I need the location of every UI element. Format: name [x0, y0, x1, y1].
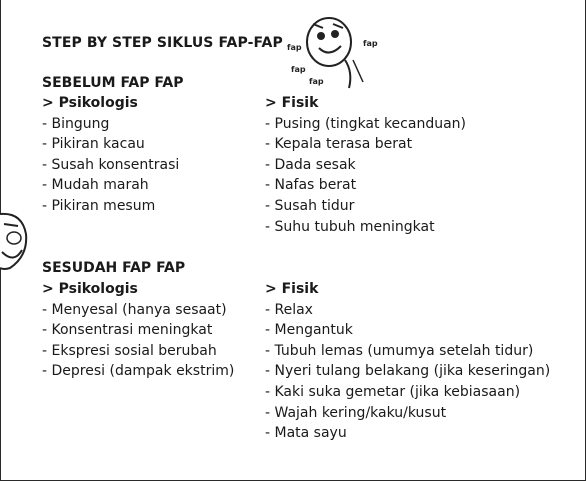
list-item: - Pikiran kacau: [42, 136, 145, 153]
list-item: - Nyeri tulang belakang (jika keseringan): [265, 363, 551, 380]
before-phys-heading: > Fisik: [265, 95, 319, 111]
page-title: STEP BY STEP SIKLUS FAP-FAP: [42, 35, 283, 51]
list-item: - Ekspresi sosial berubah: [42, 342, 217, 359]
list-item: - Kaki suka gemetar (jika kebiasaan): [265, 383, 521, 400]
list-item: - Tubuh lemas (umumya setelah tidur): [265, 342, 534, 359]
after-section-title: SESUDAH FAP FAP: [42, 260, 186, 276]
list-item: - Bingung: [42, 115, 110, 132]
fap-sound-text: fap: [291, 65, 306, 74]
list-item: - Menyesal (hanya sesaat): [42, 301, 227, 318]
troll-face-illustration: [0, 210, 30, 272]
list-item: - Susah tidur: [265, 197, 355, 214]
after-phys-heading: > Fisik: [265, 281, 319, 297]
list-item: - Konsentrasi meningkat: [42, 322, 213, 339]
list-item: - Suhu tubuh meningkat: [265, 218, 435, 235]
list-item: - Dada sesak: [265, 156, 356, 173]
list-item: - Mengantuk: [265, 322, 353, 339]
list-item: - Depresi (dampak ekstrim): [42, 363, 235, 380]
list-item: - Nafas berat: [265, 177, 357, 194]
fap-sound-text: fap: [309, 77, 324, 86]
list-item: - Wajah kering/kaku/kusut: [265, 404, 447, 421]
rage-face-illustration: [283, 10, 383, 100]
after-psych-column: [42, 279, 234, 382]
before-section-title: SEBELUM FAP FAP: [42, 75, 184, 91]
before-psych-heading: > Psikologis: [42, 95, 138, 111]
list-item: - Pusing (tingkat kecanduan): [265, 115, 466, 132]
list-item: - Mudah marah: [42, 177, 149, 194]
fap-sound-text: fap: [363, 39, 378, 48]
after-phys-column: [265, 279, 550, 444]
list-item: - Mata sayu: [265, 425, 347, 442]
after-psych-heading: > Psikologis: [42, 281, 138, 297]
list-item: - Kepala terasa berat: [265, 136, 413, 153]
before-phys-column: [265, 93, 466, 237]
list-item: - Susah konsentrasi: [42, 156, 180, 173]
list-item: - Relax: [265, 301, 313, 318]
before-psych-column: [42, 93, 179, 217]
fap-sound-text: fap: [287, 43, 302, 52]
list-item: - Pikiran mesum: [42, 197, 156, 214]
